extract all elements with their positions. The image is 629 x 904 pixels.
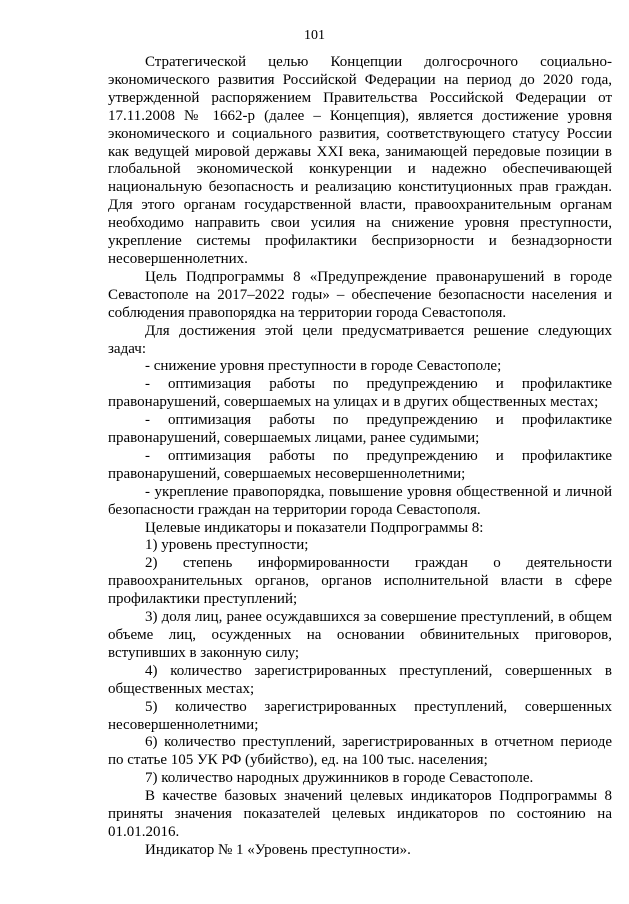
task-item: - укрепление правопорядка, повышение уровня общественной и личной безопасности граждан на территории города Севастополя.	[108, 483, 612, 518]
indicator-item: 6) количество преступлений, зарегистрированных в отчетном периоде по статье 105 УК РФ (убийство), ед. на 100 тыс. населения;	[108, 734, 612, 769]
indicator-item: 1) уровень преступности;	[145, 537, 309, 554]
paragraph-indicators-intro: Целевые индикаторы и показатели Подпрограммы 8:	[145, 519, 484, 536]
page-number: 101	[304, 28, 325, 43]
task-item: - оптимизация работы по предупреждению и профилактике правонарушений, совершаемых лицами, ранее судимыми;	[108, 412, 612, 447]
document-body	[108, 54, 612, 860]
indicator-item: 3) доля лиц, ранее осуждавшихся за совершение преступлений, в общем объеме лиц, осужденных на основании обвинительных приговоров, вступивших в законную силу;	[108, 609, 612, 661]
task-item: - снижение уровня преступности в городе Севастополе;	[145, 358, 502, 375]
paragraph-indicator-1-title: Индикатор № 1 «Уровень преступности».	[145, 841, 411, 858]
indicator-item: 4) количество зарегистрированных преступлений, совершенных в общественных местах;	[108, 662, 612, 697]
paragraph-strategic-goal: Стратегической целью Концепции долгосрочного социально-экономического развития Российской Федерации на период до 2020 года, утвержденной распоряжением Правительства Российской Федерации от 17.11.2008 № 1662-р (далее – Концепция), является достижение уровня экономического и социального развития, соответствующего статусу России как ведущей мировой державы XXI века, занимающей передовые позиции в глобальной экономической конкуренции и надежно обеспечивающей национальную безопасность и реализацию конституционных прав граждан. Для этого органам государственной власти, правоохранительным органам необходимо направить свои усилия на снижение уровня преступности, укрепление системы профилактики беспризорности и безнадзорности несовершеннолетних.	[108, 54, 612, 267]
indicator-item: 7) количество народных дружинников в городе Севастополе.	[145, 770, 534, 787]
indicator-item: 5) количество зарегистрированных преступлений, совершенных несовершеннолетними;	[108, 698, 612, 733]
task-item: - оптимизация работы по предупреждению и профилактике правонарушений, совершаемых несовершеннолетними;	[108, 447, 612, 482]
indicator-item: 2) степень информированности граждан о деятельности правоохранительных органов, органов исполнительной власти в сфере профилактики преступлений;	[108, 555, 612, 608]
paragraph-tasks-intro: Для достижения этой цели предусматривается решение следующих задач:	[108, 322, 612, 357]
task-item: - оптимизация работы по предупреждению и профилактике правонарушений, совершаемых на улицах и в других общественных местах;	[108, 376, 612, 411]
paragraph-base-values: В качестве базовых значений целевых индикаторов Подпрограммы 8 приняты значения показателей целевых индикаторов по состоянию на 01.01.2016.	[108, 788, 612, 840]
paragraph-subprogram-goal: Цель Подпрограммы 8 «Предупреждение правонарушений в городе Севастополе на 2017–2022 годы» – обеспечение безопасности населения и соблюдения правопорядка на территории города Севастополя.	[108, 268, 612, 321]
